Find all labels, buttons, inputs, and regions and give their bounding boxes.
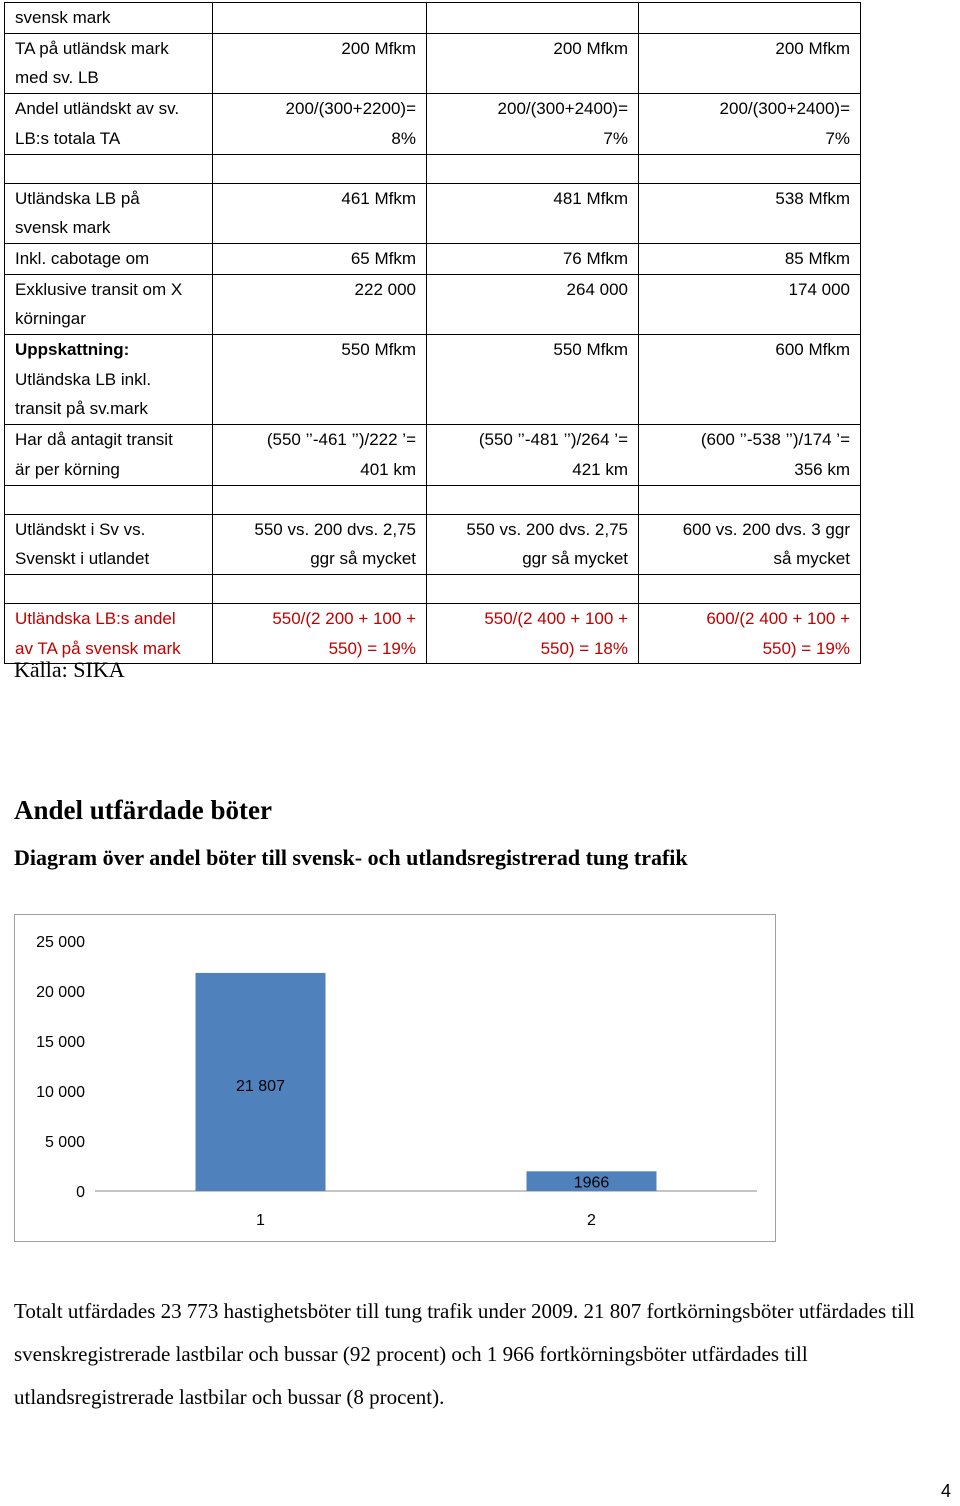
- y-tick-label: 20 000: [36, 984, 85, 1001]
- cell-text: 65 Mfkm: [350, 248, 416, 268]
- value-cell: [427, 603, 639, 663]
- value-cell: [639, 243, 861, 274]
- y-tick-label: 15 000: [36, 1034, 85, 1051]
- cell-text: svensk mark: [15, 218, 111, 238]
- value-cell: [639, 603, 861, 663]
- cell-text: 550) = 19%: [328, 638, 416, 658]
- cell-text: 550 vs. 200 dvs. 2,75: [466, 519, 628, 539]
- value-cell: [639, 3, 861, 34]
- value-cell: [427, 274, 639, 334]
- cell-text: 550 vs. 200 dvs. 2,75: [254, 519, 416, 539]
- value-cell: [639, 274, 861, 334]
- cell-text: av TA på svensk mark: [15, 638, 181, 658]
- body-paragraph: Totalt utfärdades 23 773 hastighetsböter till tung trafik under 2009. 21 807 fortkörningsböter utfärdades till svenskregistrerade lastbilar och bussar (92 procent) och 1 966 fortkörningsböter utfärdades till utlandsregistrerade lastbilar och bussar (8 procent).: [14, 1299, 915, 1409]
- cell-text: 538 Mfkm: [775, 188, 850, 208]
- cell-text: TA på utländsk mark: [15, 38, 169, 58]
- table-row: [5, 94, 861, 154]
- value-cell: [427, 183, 639, 243]
- value-cell: [213, 603, 427, 663]
- table-row: [5, 33, 861, 93]
- row-label-cell: [5, 33, 213, 93]
- cell-text: 481 Mfkm: [553, 188, 628, 208]
- cell-text: Exklusive transit om X: [15, 279, 183, 299]
- cell-text: 401 km: [360, 459, 416, 479]
- row-label-cell: [5, 603, 213, 663]
- row-label-cell: [5, 3, 213, 34]
- table-spacer-row: [5, 574, 861, 603]
- cell-text: (550 ’’-481 ’’)/264 ’=: [478, 430, 628, 450]
- cell-text: Andel utländskt av sv.: [15, 99, 180, 119]
- table-body: [5, 3, 861, 664]
- cell-text: (550 ’’-461 ’’)/222 ’=: [266, 430, 416, 450]
- value-cell: [427, 514, 639, 574]
- row-label-cell: [5, 183, 213, 243]
- table-row: [5, 274, 861, 334]
- table-cell-empty: [213, 574, 427, 603]
- cell-text: 200/(300+2200)=: [285, 99, 416, 119]
- cell-text: 461 Mfkm: [341, 188, 416, 208]
- bar-chart-svg: [15, 915, 775, 1241]
- row-label-cell: [5, 243, 213, 274]
- cell-text: Utländska LB inkl.: [15, 369, 152, 389]
- cell-text: ggr så mycket: [522, 549, 628, 569]
- table-cell-empty: [639, 574, 861, 603]
- bar-chart: [14, 914, 776, 1242]
- statistics-table: [4, 2, 861, 664]
- row-label-cell: [5, 335, 213, 425]
- cell-text: 200 Mfkm: [341, 38, 416, 58]
- cell-text: 356 km: [794, 459, 850, 479]
- cell-text: är per körning: [15, 459, 120, 479]
- value-cell: [213, 514, 427, 574]
- cell-text: Uppskattning:: [15, 340, 130, 360]
- cell-text: Svenskt i utlandet: [15, 549, 150, 569]
- value-cell: [427, 33, 639, 93]
- row-label-cell: [5, 94, 213, 154]
- cell-text: Utländska LB:s andel: [15, 608, 176, 628]
- cell-text: 600/(2 400 + 100 +: [706, 608, 850, 628]
- table-cell-empty: [427, 154, 639, 183]
- table-row: [5, 183, 861, 243]
- value-cell: [213, 94, 427, 154]
- cell-text: svensk mark: [15, 8, 111, 27]
- value-cell: [639, 425, 861, 485]
- table-row: [5, 243, 861, 274]
- value-cell: [213, 243, 427, 274]
- value-cell: [213, 274, 427, 334]
- table-row: [5, 514, 861, 574]
- cell-text: transit på sv.mark: [15, 399, 148, 419]
- cell-text: 200/(300+2400)=: [497, 99, 628, 119]
- value-cell: [213, 33, 427, 93]
- chart-caption: Diagram över andel böter till svensk- och utlandsregistrerad tung trafik: [14, 845, 688, 870]
- cell-text: så mycket: [773, 549, 850, 569]
- table-row: [5, 425, 861, 485]
- table-cell-empty: [427, 574, 639, 603]
- value-cell: [213, 3, 427, 34]
- value-cell: [213, 183, 427, 243]
- value-cell: [427, 335, 639, 425]
- value-cell: [639, 94, 861, 154]
- cell-text: Har då antagit transit: [15, 430, 173, 450]
- section-heading: Andel utfärdade böter: [14, 795, 272, 825]
- cell-text: 200/(300+2400)=: [719, 99, 850, 119]
- cell-text: 264 000: [566, 279, 628, 299]
- table-spacer-row: [5, 485, 861, 514]
- cell-text: 550) = 18%: [540, 638, 628, 658]
- table-row: [5, 603, 861, 663]
- cell-text: Utländska LB på: [15, 188, 140, 208]
- value-cell: [427, 425, 639, 485]
- value-cell: [213, 335, 427, 425]
- y-tick-label: 10 000: [36, 1084, 85, 1101]
- row-label-cell: [5, 514, 213, 574]
- table-spacer-row: [5, 154, 861, 183]
- bar-data-label: 21 807: [236, 1077, 285, 1095]
- value-cell: [639, 335, 861, 425]
- cell-text: ggr så mycket: [310, 549, 416, 569]
- table-cell-empty: [639, 154, 861, 183]
- source-note: Källa: SIKA: [14, 657, 125, 682]
- cell-text: 550/(2 200 + 100 +: [272, 608, 416, 628]
- table-cell-empty: [5, 485, 213, 514]
- x-tick-label: 1: [256, 1212, 265, 1229]
- cell-text: 421 km: [572, 459, 628, 479]
- value-cell: [639, 514, 861, 574]
- cell-text: Inkl. cabotage om: [15, 248, 150, 268]
- value-cell: [427, 3, 639, 34]
- cell-text: körningar: [15, 309, 86, 329]
- cell-text: 76 Mfkm: [562, 248, 628, 268]
- cell-text: (600 ’’-538 ’’)/174 ’=: [700, 430, 850, 450]
- table-row: [5, 3, 861, 34]
- page-number: 4: [941, 1481, 952, 1501]
- table-cell-empty: [427, 485, 639, 514]
- cell-text: 550) = 19%: [762, 638, 850, 658]
- table-cell-empty: [213, 154, 427, 183]
- cell-text: 550/(2 400 + 100 +: [484, 608, 628, 628]
- cell-text: Utländskt i Sv vs.: [15, 519, 146, 539]
- cell-text: 200 Mfkm: [775, 38, 850, 58]
- table-cell-empty: [5, 574, 213, 603]
- value-cell: [639, 183, 861, 243]
- cell-text: 8%: [391, 128, 416, 148]
- value-cell: [213, 425, 427, 485]
- cell-text: 550 Mfkm: [341, 340, 416, 360]
- table-cell-empty: [213, 485, 427, 514]
- value-cell: [427, 243, 639, 274]
- cell-text: LB:s totala TA: [15, 128, 121, 148]
- bar-data-label: 1966: [573, 1174, 610, 1192]
- value-cell: [639, 33, 861, 93]
- cell-text: 7%: [603, 128, 628, 148]
- y-tick-label: 0: [76, 1184, 85, 1201]
- cell-text: 222 000: [354, 279, 416, 299]
- cell-text: 174 000: [788, 279, 850, 299]
- cell-text: 550 Mfkm: [553, 340, 628, 360]
- cell-text: 7%: [825, 128, 850, 148]
- cell-text: 600 Mfkm: [775, 340, 850, 360]
- y-tick-label: 5 000: [44, 1134, 85, 1151]
- table-cell-empty: [639, 485, 861, 514]
- cell-text: 200 Mfkm: [553, 38, 628, 58]
- row-label-cell: [5, 274, 213, 334]
- value-cell: [427, 94, 639, 154]
- x-tick-label: 2: [587, 1212, 596, 1229]
- table-row: [5, 335, 861, 425]
- cell-text: 600 vs. 200 dvs. 3 ggr: [682, 519, 850, 539]
- table-cell-empty: [5, 154, 213, 183]
- y-tick-label: 25 000: [36, 934, 85, 951]
- cell-text: 85 Mfkm: [784, 248, 850, 268]
- cell-text: med sv. LB: [15, 68, 99, 88]
- row-label-cell: [5, 425, 213, 485]
